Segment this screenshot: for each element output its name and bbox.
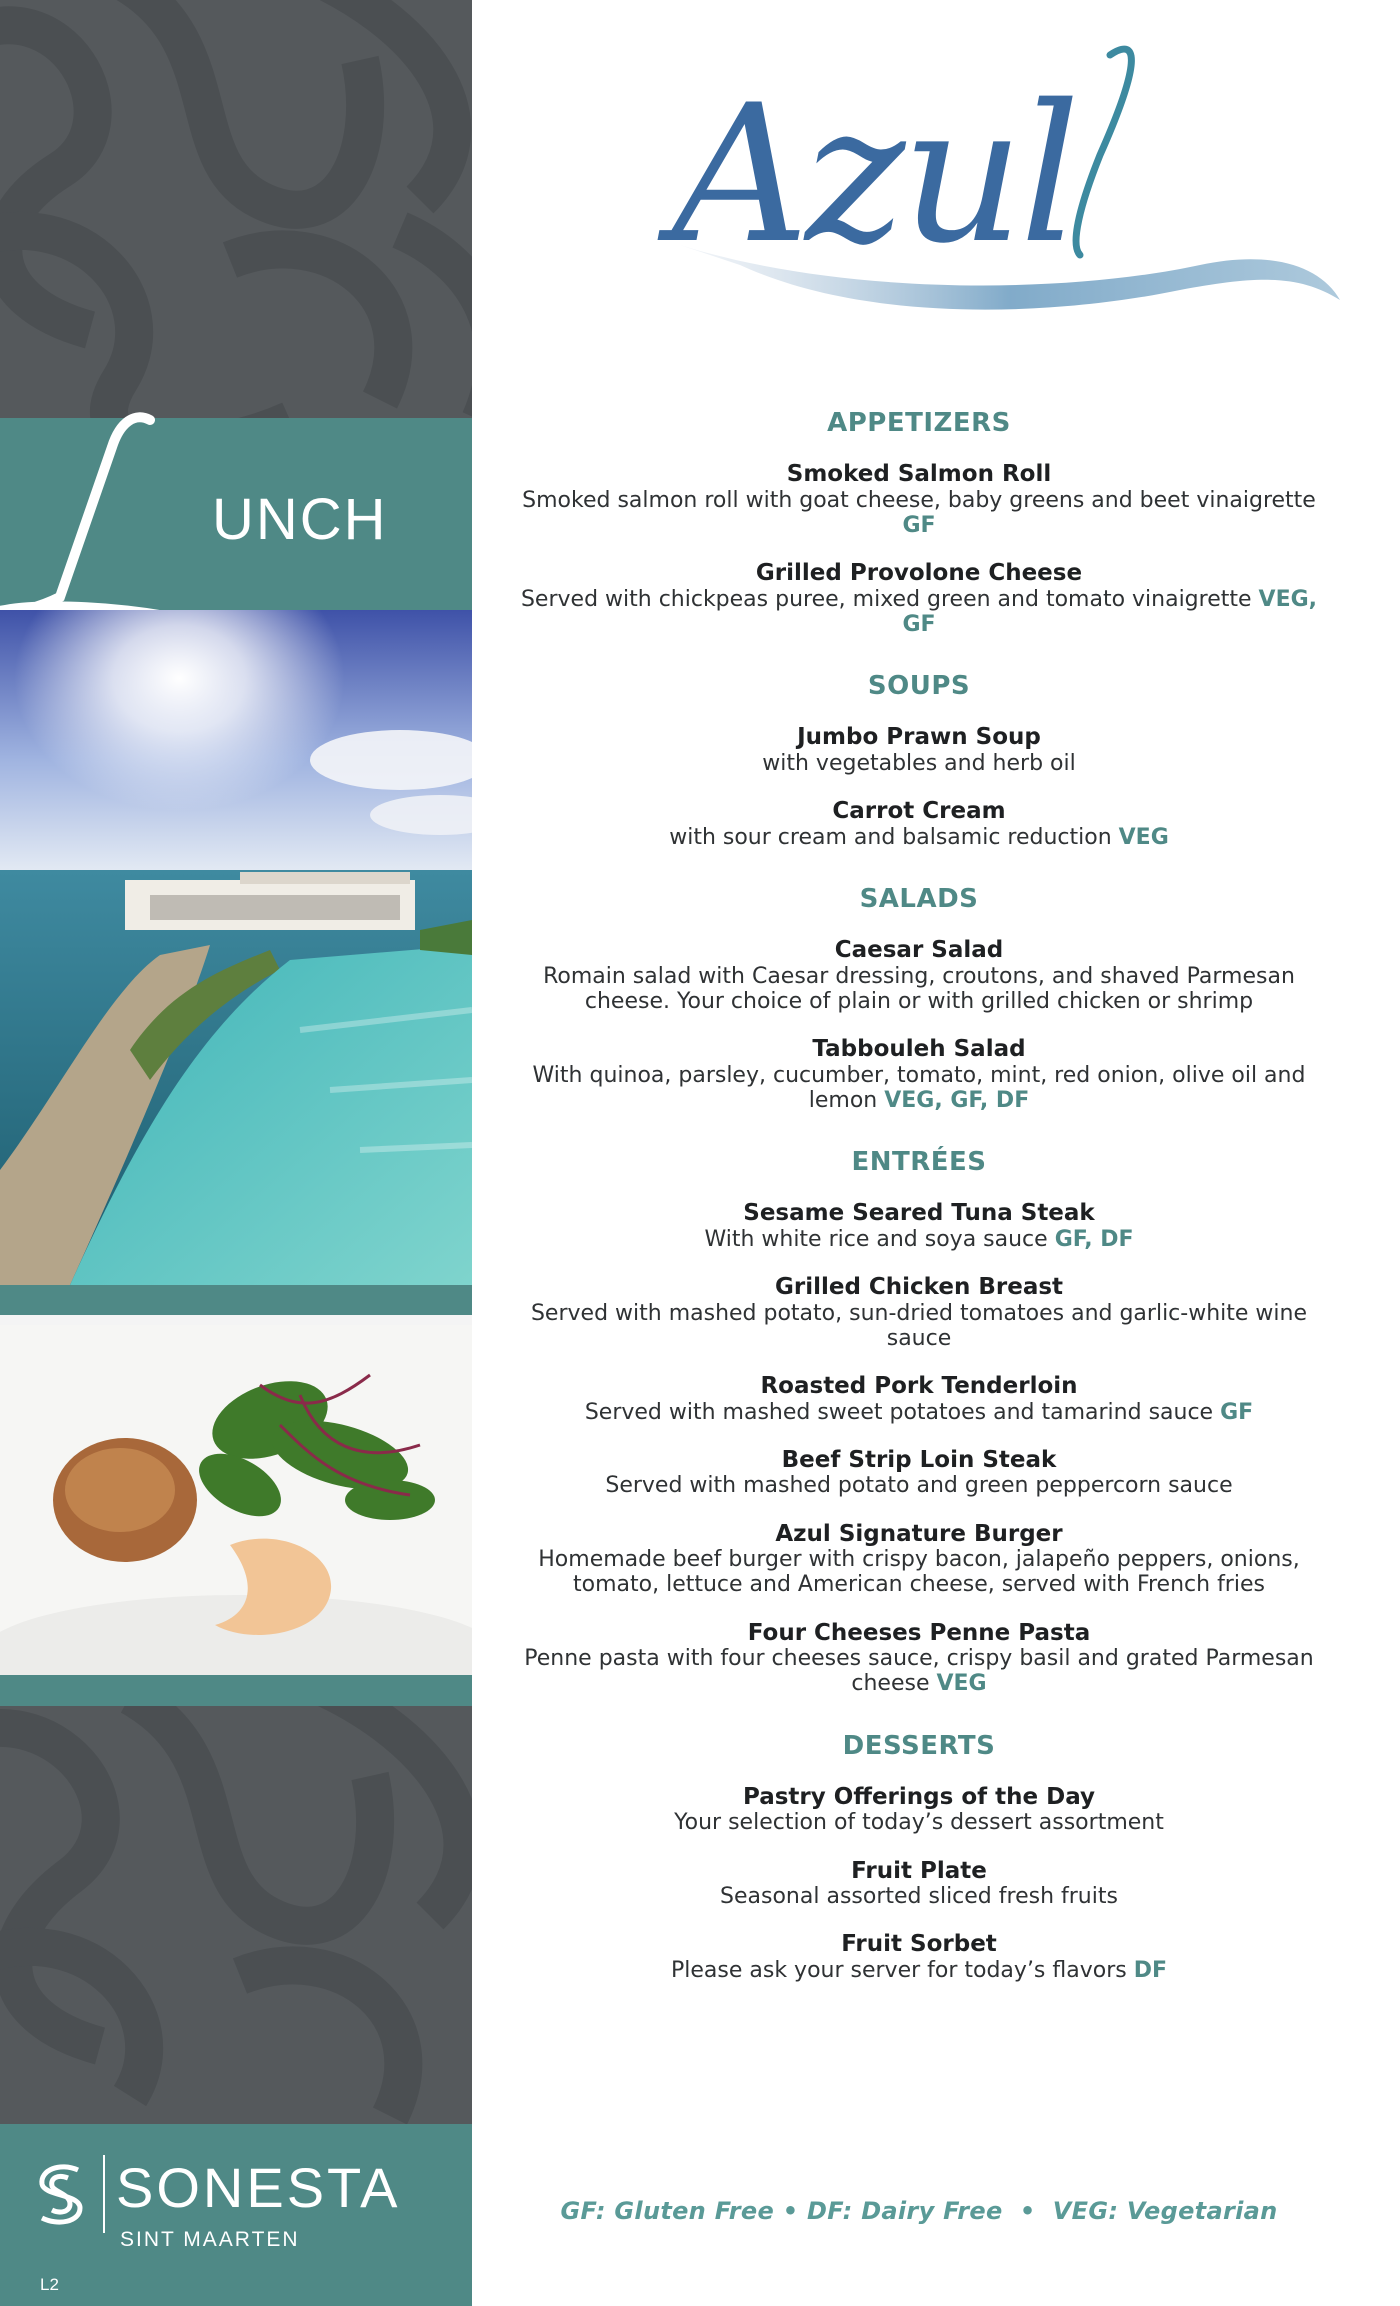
legend-veg: VEG: Vegetarian xyxy=(1052,2197,1278,2225)
item-name: Caesar Salad xyxy=(834,937,1004,964)
legend-separator: • xyxy=(774,2197,808,2225)
legend-gf: GF: Gluten Free xyxy=(560,2197,775,2225)
brand-location: SINT MAARTEN xyxy=(120,2228,300,2251)
item-description: Seasonal assorted sliced fresh fruits xyxy=(720,1884,1118,1909)
menu-item xyxy=(505,1036,1333,1113)
dietary-tag: DF xyxy=(1133,1957,1168,1983)
item-description: Served with mashed potato and green peppercorn sauce xyxy=(605,1473,1233,1499)
menu-item xyxy=(505,1521,1333,1598)
item-description: With quinoa, parsley, cucumber, tomato, mint, red onion, olive oil and lemon VEG, GF, DF xyxy=(532,1062,1306,1113)
brand-name: SONESTA xyxy=(116,2156,401,2219)
item-description: Served with chickpeas puree, mixed green and tomato vinaigrette VEG, GF xyxy=(520,586,1318,637)
decorative-pattern-top xyxy=(0,0,472,418)
crab-cake-dish-photo xyxy=(0,1325,472,1675)
menu-item xyxy=(505,1931,1333,1983)
item-name: Tabbouleh Salad xyxy=(812,1036,1026,1063)
item-description: Your selection of today’s dessert assortment xyxy=(674,1810,1164,1836)
section-title: APPETIZERS xyxy=(827,408,1011,438)
section-appetizers xyxy=(505,408,1333,637)
dietary-tag: VEG, GF xyxy=(902,586,1318,637)
item-name: Roasted Pork Tenderloin xyxy=(760,1373,1078,1400)
section-title: SOUPS xyxy=(867,671,971,702)
item-description: Penne pasta with four cheeses sauce, crispy basil and grated Parmesan cheese VEG xyxy=(524,1646,1314,1697)
item-description: With white rice and soya sauce GF, DF xyxy=(704,1226,1134,1252)
brand-divider xyxy=(103,2155,105,2233)
item-name: Pastry Offerings of the Day xyxy=(742,1783,1096,1810)
decorative-pattern-bottom xyxy=(0,1706,472,2124)
item-name: Grilled Chicken Breast xyxy=(774,1274,1064,1301)
menu-item xyxy=(505,724,1333,776)
item-description: Served with mashed potato, sun-dried tomatoes and garlic-white wine sauce xyxy=(530,1300,1308,1351)
photo-gap xyxy=(0,1315,472,1325)
lunch-heading: UNCH xyxy=(212,487,388,552)
dietary-tag: GF, DF xyxy=(1054,1226,1134,1252)
teal-divider-strip-lower xyxy=(0,1675,472,1706)
lunch-initial-text: L xyxy=(0,392,1,393)
legend-separator: • xyxy=(1002,2197,1053,2225)
section-title: SALADS xyxy=(859,883,979,914)
item-description: Romain salad with Caesar dressing, croutons, and shaved Parmesan cheese. Your choice of plain or with grilled chicken or shrimp xyxy=(543,963,1295,1014)
dietary-legend xyxy=(505,2197,1333,2225)
section-title: DESSERTS xyxy=(842,1730,996,1761)
menu-item xyxy=(505,798,1333,850)
teal-divider-strip xyxy=(0,1285,472,1315)
left-panel xyxy=(0,0,472,2306)
dietary-tag: VEG xyxy=(1118,824,1169,850)
item-description: Served with mashed sweet potatoes and tamarind sauce GF xyxy=(584,1399,1254,1425)
dietary-tag: VEG xyxy=(936,1671,987,1697)
menu xyxy=(505,408,1333,2017)
item-description: with vegetables and herb oil xyxy=(762,750,1076,776)
item-name: Sesame Seared Tuna Steak xyxy=(743,1200,1095,1227)
dietary-tag: VEG, GF, DF xyxy=(884,1087,1030,1113)
legend-df: DF: Dairy Free xyxy=(807,2197,1003,2225)
item-name: Azul Signature Burger xyxy=(775,1520,1063,1547)
section-salads xyxy=(505,884,1333,1113)
item-name: Grilled Provolone Cheese xyxy=(755,560,1083,587)
menu-item xyxy=(505,1200,1333,1252)
section-soups xyxy=(505,671,1333,850)
item-description: Please ask your server for today’s flavors DF xyxy=(670,1957,1168,1983)
item-name: Beef Strip Loin Steak xyxy=(781,1446,1057,1473)
lunch-script-initial xyxy=(0,392,220,632)
item-description: Homemade beef burger with crispy bacon, jalapeño peppers, onions, tomato, lettuce and American cheese, served with French fries xyxy=(538,1547,1300,1598)
dietary-tag: GF xyxy=(902,512,936,538)
item-description: with sour cream and balsamic reduction VEG xyxy=(669,824,1169,850)
item-name: Fruit Sorbet xyxy=(841,1931,997,1958)
item-name: Carrot Cream xyxy=(832,798,1006,825)
menu-item xyxy=(505,937,1333,1014)
azul-logo: Azul xyxy=(672,64,1077,285)
item-name: Four Cheeses Penne Pasta xyxy=(747,1619,1091,1646)
menu-item xyxy=(505,1447,1333,1499)
menu-item xyxy=(505,1858,1333,1910)
sonesta-logo-icon xyxy=(30,2160,92,2230)
coastal-resort-photo xyxy=(0,610,472,1285)
menu-item xyxy=(505,461,1333,538)
item-name: Fruit Plate xyxy=(851,1857,987,1884)
dietary-tag: GF xyxy=(1220,1399,1254,1425)
menu-item xyxy=(505,560,1333,637)
menu-item xyxy=(505,1620,1333,1697)
item-description: Smoked salmon roll with goat cheese, baby greens and beet vinaigrette GF xyxy=(522,487,1316,538)
menu-item xyxy=(505,1784,1333,1836)
section-entrees xyxy=(505,1147,1333,1696)
item-name: Smoked Salmon Roll xyxy=(786,461,1052,488)
menu-item xyxy=(505,1274,1333,1351)
page-code: L2 xyxy=(40,2275,59,2294)
section-title: ENTRÉES xyxy=(851,1147,987,1178)
menu-item xyxy=(505,1373,1333,1425)
section-desserts xyxy=(505,1731,1333,1983)
item-name: Jumbo Prawn Soup xyxy=(797,724,1041,751)
